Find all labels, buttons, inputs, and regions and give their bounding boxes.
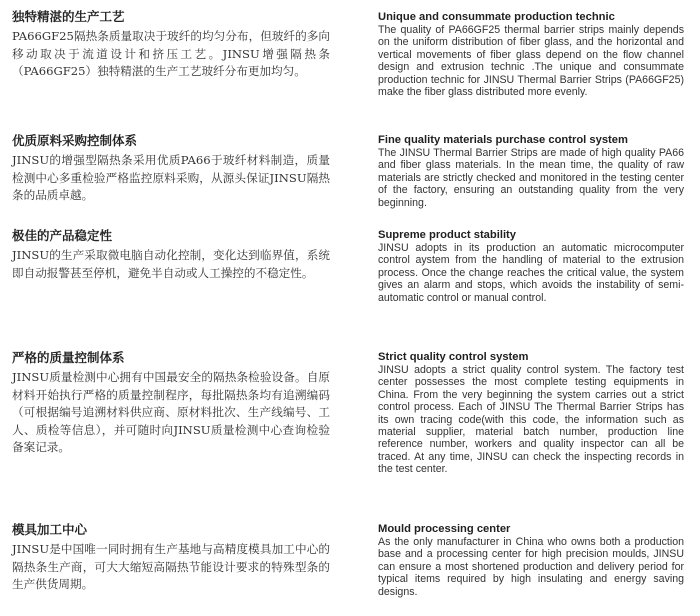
cn-section-title: 严格的质量控制体系: [12, 350, 125, 365]
cn-section-production-technic: [12, 9, 330, 81]
cn-section-product-stability: [12, 228, 330, 282]
en-section-body: The JINSU Thermal Barrier Strips are made of high quality PA66 and fiber glass materials. In the mean time, the quality of raw materials are strictly checked and monitored in the testing center of the factory, ensuring an outstanding quality from the very beginning.: [378, 147, 684, 209]
cn-section-title: 极佳的产品稳定性: [12, 228, 113, 243]
en-section-body: The quality of PA66GF25 thermal barrier strips mainly depends on the uniform distribution of fiber glass, and the horizontal and vertical movements of fiber glass depend on the flow channel design and extrusion technic .The unique and consummate production technic for JINSU Thermal Barrier Strips (PA66GF25) make the fiber glass distributed more evenly.: [378, 24, 684, 99]
cn-section-body: JINSU是中国唯一同时拥有生产基地与高精度模具加工中心的隔热条生产商，可大大缩短高隔热节能设计要求的特殊型条的生产供货周期。: [12, 542, 330, 591]
en-section-title: Strict quality control system: [378, 351, 529, 363]
en-section-title: Mould processing center: [378, 523, 511, 535]
cn-section-quality-control: [12, 350, 330, 457]
cn-section-body: PA66GF25隔热条质量取决于玻纤的均匀分布，但玻纤的多向移动取决于流道设计和挤压工艺。JINSU增强隔热条（PA66GF25）独特精湛的生产工艺玻纤分布更加均匀。: [12, 29, 330, 78]
cn-section-body: JINSU质量检测中心拥有中国最安全的隔热条检验设备。自原材料开始执行严格的质量控制程序，每批隔热条均有追溯编码（可根据编号追溯材料供应商、原材料批次、生产线编号、工人、质检等信息），并可随时向JINSU质量检测中心查询检验备案记录。: [12, 370, 330, 454]
en-section-product-stability: [378, 229, 684, 304]
en-section-materials-purchase: [378, 134, 684, 209]
cn-section-title: 模具加工中心: [12, 522, 88, 537]
cn-section-mould-center: [12, 522, 330, 594]
cn-section-body: JINSU的生产采取微电脑自动化控制，变化达到临界值，系统即自动报警甚至停机，避免半自动或人工操控的不稳定性。: [12, 248, 330, 280]
cn-section-body: JINSU的增强型隔热条采用优质PA66于玻纤材料制造，质量检测中心多重检验严格监控原料采购，从源头保证JINSU隔热条的品质卓越。: [12, 153, 330, 202]
en-section-title: Fine quality materials purchase control system: [378, 134, 628, 146]
en-section-body: JINSU adopts in its production an automatic microcomputer control aystem from the handling of material to the extrusion process. Once the change reaches the critical value, the system gives an alarm and stops, which avoids the instability of semi-automatic control or manual control.: [378, 242, 684, 304]
en-section-quality-control: [378, 351, 684, 476]
cn-section-title: 优质原料采购控制体系: [12, 133, 138, 148]
en-section-body: JINSU adopts a strict quality control system. The factory test center possesses the most complete testing equipments in China. From the very beginning the system carries out a strict control process. Each of JINSU The Thermal Barrier Strips has its own tracing code(with this code, the information such as material supplier, material batch number, production line reference number, workers and quality inspector can all be traced. At any time, JINSU can check the inspecting records in the test center.: [378, 364, 684, 476]
en-section-body: As the only manufacturer in China who owns both a production base and a processing center for high precision moulds, JINSU can ensure a most shortened production and delivery period for typical items required by high insulating and energy saving designs.: [378, 536, 684, 598]
en-section-production-technic: [378, 11, 684, 98]
en-section-mould-center: [378, 523, 684, 598]
cn-section-title: 独特精湛的生产工艺: [12, 9, 125, 24]
en-section-title: Unique and consummate production technic: [378, 11, 615, 23]
cn-section-materials-purchase: [12, 133, 330, 205]
en-section-title: Supreme product stability: [378, 229, 517, 241]
